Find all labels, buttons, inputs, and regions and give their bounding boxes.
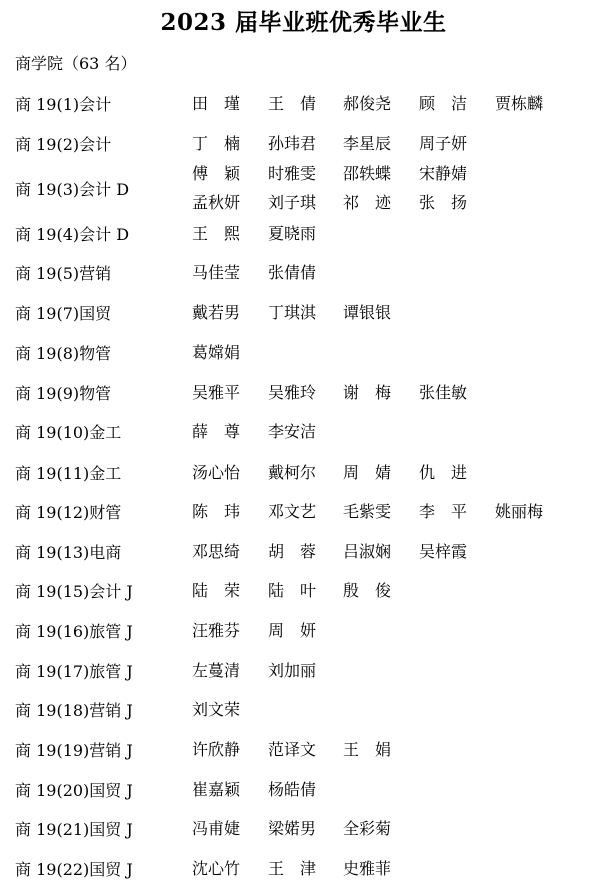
- student-name: 丁琪淇: [268, 303, 317, 322]
- student-name: 王 津: [268, 859, 317, 878]
- student-name: 王 娟: [343, 740, 392, 759]
- student-name: 胡 蓉: [268, 542, 317, 561]
- student-name: 邓文艺: [268, 502, 317, 521]
- college-heading: 商学院（63 名）: [15, 54, 137, 73]
- student-name-line: [0, 190, 607, 212]
- student-name-line: [0, 816, 607, 838]
- student-name: 李 平: [419, 502, 468, 521]
- class-name: 商 19(5)营销: [15, 264, 112, 283]
- student-name: 时雅雯: [268, 164, 317, 183]
- student-name: 傅 颖: [192, 164, 241, 183]
- student-name: 杨皓倩: [268, 780, 317, 799]
- student-name: 陆 叶: [268, 581, 317, 600]
- student-name-line: [0, 419, 607, 441]
- student-name: 陆 荣: [192, 581, 241, 600]
- class-name: 商 19(17)旅管 J: [15, 662, 133, 681]
- class-name: 商 19(20)国贸 J: [15, 781, 133, 800]
- student-name: 葛嫦娟: [192, 343, 241, 362]
- student-name: 王 倩: [268, 94, 317, 113]
- student-name: 丁 楠: [192, 134, 241, 153]
- student-name: 张 扬: [419, 193, 468, 212]
- student-name: 史雅菲: [343, 859, 392, 878]
- student-name-line: [0, 578, 607, 600]
- student-name: 王 熙: [192, 224, 241, 243]
- class-name: 商 19(8)物管: [15, 344, 112, 363]
- student-name-line: [0, 777, 607, 799]
- student-name: 张倩倩: [268, 263, 317, 282]
- class-name: 商 19(7)国贸: [15, 304, 112, 323]
- student-name: 梁婼男: [268, 819, 317, 838]
- student-name-line: [0, 300, 607, 322]
- student-name: 毛紫雯: [343, 502, 392, 521]
- class-name: 商 19(22)国贸 J: [15, 860, 133, 879]
- student-name: 左蔓清: [192, 661, 241, 680]
- class-name: 商 19(11)金工: [15, 464, 122, 483]
- student-name-line: [0, 618, 607, 640]
- student-name: 周 婧: [343, 463, 392, 482]
- student-name: 周 妍: [268, 621, 317, 640]
- student-name: 陈 玮: [192, 502, 241, 521]
- class-name: 商 19(16)旅管 J: [15, 622, 133, 641]
- class-name: 商 19(1)会计: [15, 95, 112, 114]
- student-name: 刘子琪: [268, 193, 317, 212]
- student-name: 孟秋妍: [192, 193, 241, 212]
- student-name: 姚丽梅: [495, 502, 544, 521]
- student-name: 李星辰: [343, 134, 392, 153]
- student-name: 夏晓雨: [268, 224, 317, 243]
- student-name: 汤心怡: [192, 463, 241, 482]
- student-name: 仇 进: [419, 463, 468, 482]
- student-name: 顾 洁: [419, 94, 468, 113]
- student-name-line: [0, 260, 607, 282]
- class-name: 商 19(15)会计 J: [15, 582, 133, 601]
- student-name: 吴雅玲: [268, 383, 317, 402]
- student-name: 范译文: [268, 740, 317, 759]
- student-name: 刘加丽: [268, 661, 317, 680]
- student-name: 马佳莹: [192, 263, 241, 282]
- student-name: 全彩菊: [343, 819, 392, 838]
- student-name: 祁 迹: [343, 193, 392, 212]
- class-name: 商 19(2)会计: [15, 135, 112, 154]
- student-name-line: [0, 460, 607, 482]
- student-name: 邵轶蝶: [343, 164, 392, 183]
- student-name: 谢 梅: [343, 383, 392, 402]
- student-name-line: [0, 539, 607, 561]
- student-name: 贾栋麟: [495, 94, 544, 113]
- student-name: 崔嘉颖: [192, 780, 241, 799]
- student-name: 戴若男: [192, 303, 241, 322]
- student-name: 李安洁: [268, 422, 317, 441]
- student-name-line: [0, 221, 607, 243]
- student-name: 田 瑾: [192, 94, 241, 113]
- student-name: 周子妍: [419, 134, 468, 153]
- student-name-line: [0, 658, 607, 680]
- class-name: 商 19(13)电商: [15, 543, 122, 562]
- student-name-line: [0, 697, 607, 719]
- student-name: 刘文荣: [192, 700, 241, 719]
- student-name-line: [0, 856, 607, 878]
- student-name-line: [0, 380, 607, 402]
- student-name: 吴梓霞: [419, 542, 468, 561]
- class-name: 商 19(18)营销 J: [15, 701, 133, 720]
- student-name: 汪雅芬: [192, 621, 241, 640]
- class-name: 商 19(4)会计 D: [15, 225, 130, 244]
- student-name-line: [0, 499, 607, 521]
- student-name: 孙玮君: [268, 134, 317, 153]
- class-name: 商 19(10)金工: [15, 423, 122, 442]
- student-name: 沈心竹: [192, 859, 241, 878]
- student-name-line: [0, 737, 607, 759]
- student-name: 邓思绮: [192, 542, 241, 561]
- student-name: 戴柯尔: [268, 463, 317, 482]
- class-name: 商 19(19)营销 J: [15, 741, 133, 760]
- student-name: 吴雅平: [192, 383, 241, 402]
- student-name-line: [0, 91, 607, 113]
- student-name: 薛 尊: [192, 422, 241, 441]
- student-name: 吕淑娴: [343, 542, 392, 561]
- student-name: 郝俊尧: [343, 94, 392, 113]
- class-name: 商 19(3)会计 D: [15, 179, 130, 199]
- student-name: 冯甫婕: [192, 819, 241, 838]
- student-name: 谭银银: [343, 303, 392, 322]
- student-name: 宋静婧: [419, 164, 468, 183]
- student-name: 张佳敏: [419, 383, 468, 402]
- class-name: 商 19(12)财管: [15, 503, 122, 522]
- student-name-line: [0, 161, 607, 183]
- student-name-line: [0, 340, 607, 362]
- class-name: 商 19(21)国贸 J: [15, 820, 133, 839]
- class-name: 商 19(9)物管: [15, 384, 112, 403]
- student-name: 殷 俊: [343, 581, 392, 600]
- student-name-line: [0, 131, 607, 153]
- page-title: 2023 届毕业班优秀毕业生: [160, 9, 447, 36]
- student-name: 许欣静: [192, 740, 241, 759]
